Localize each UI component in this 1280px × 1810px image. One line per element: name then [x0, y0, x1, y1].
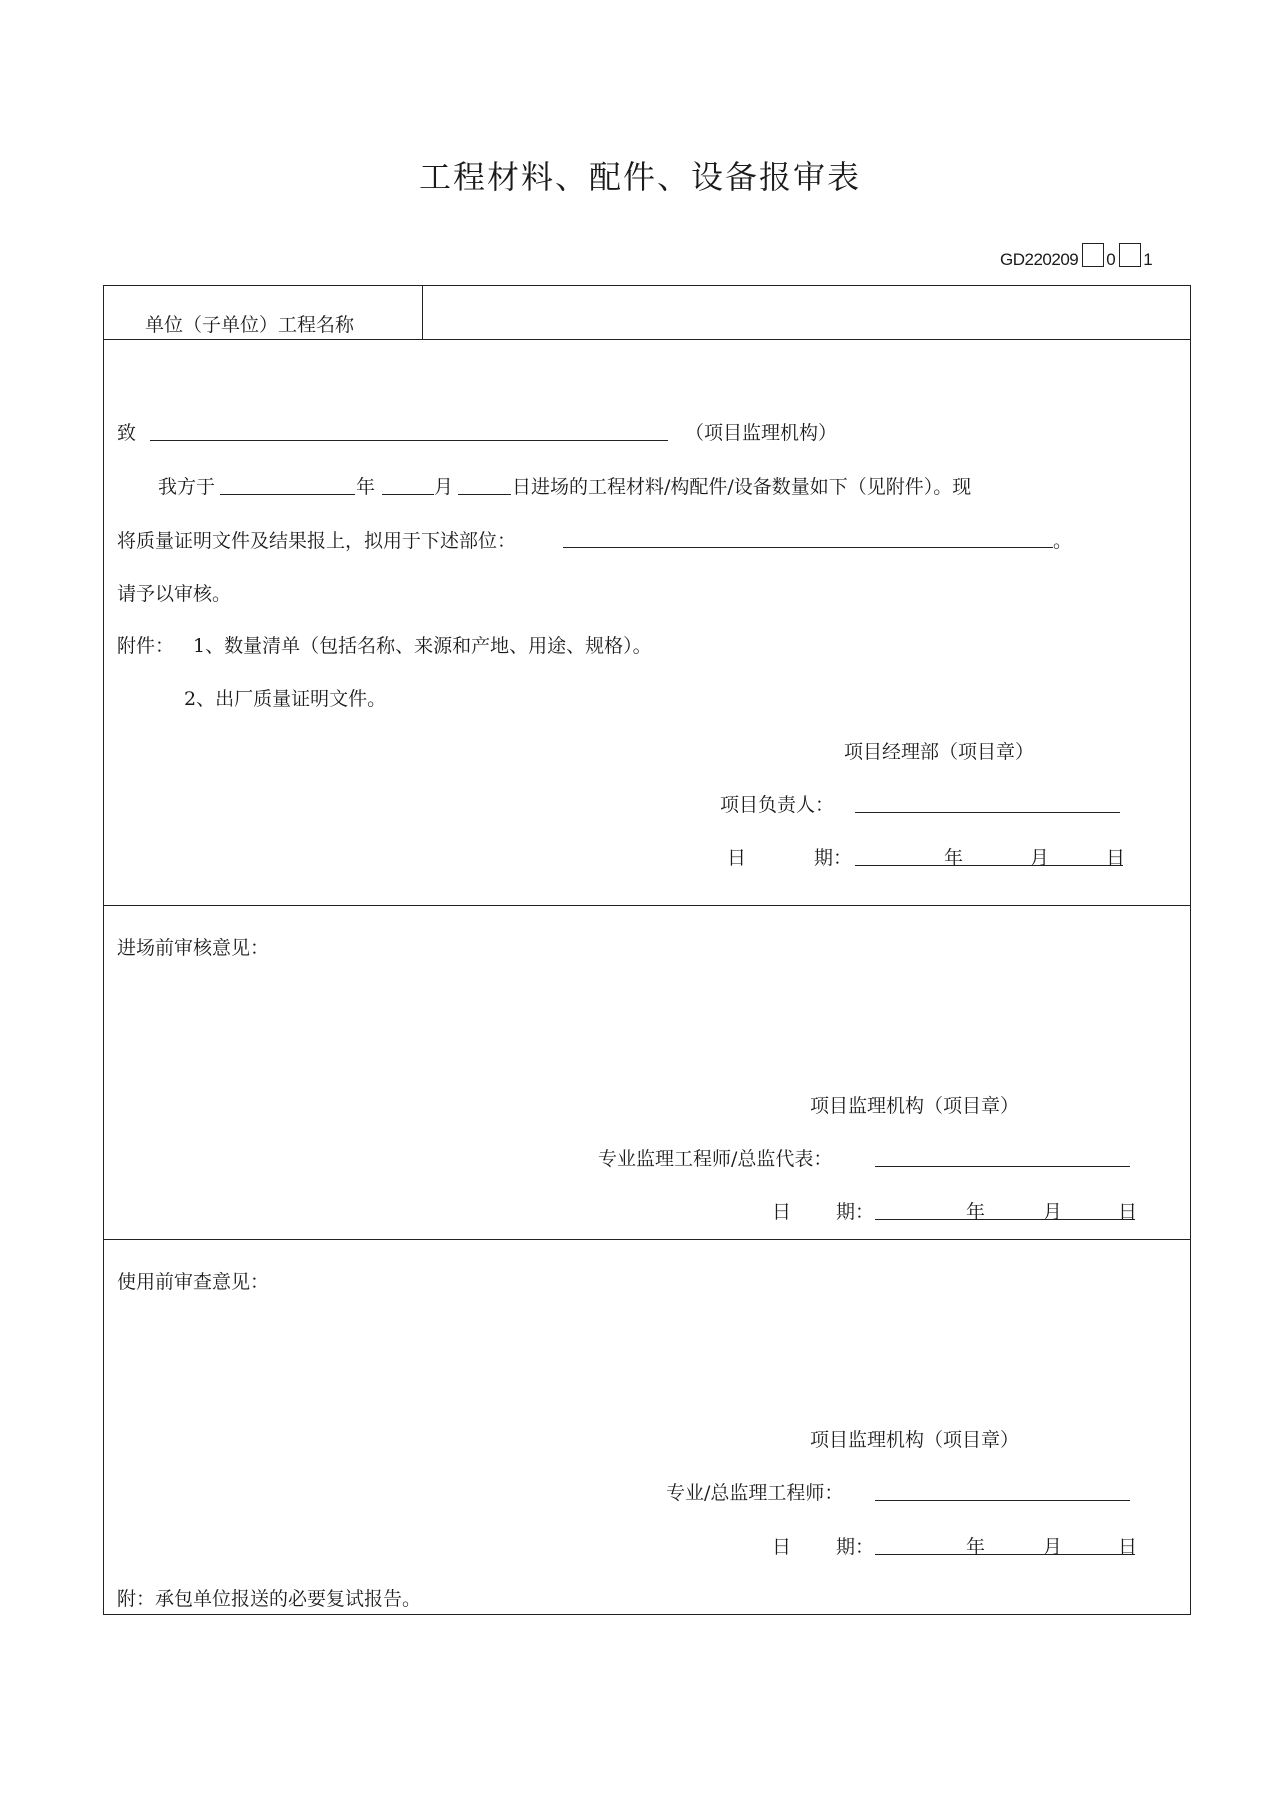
supervisor-org-field[interactable] — [150, 440, 668, 441]
form-code — [1000, 243, 1152, 270]
date-label-a-3: 日 — [772, 1536, 792, 1558]
pre-entry-review-text-area[interactable] — [117, 965, 1177, 1075]
date-label-b-2: 期： — [836, 1201, 875, 1223]
date-month-label-2: 月 — [1043, 1201, 1063, 1223]
supervisor-stamp-label-1: 项目监理机构（项目章） — [810, 1095, 1020, 1117]
date-label-a-2: 日 — [772, 1201, 792, 1223]
arrival-text-a: 我方于 — [158, 476, 216, 498]
usage-text-end: 。 — [1053, 530, 1073, 552]
arrival-text-rest: 日进场的工程材料/构配件/设备数量如下（见附件）。现 — [512, 476, 972, 498]
date-month-label: 月 — [1030, 847, 1050, 869]
contractor-stamp-label: 项目经理部（项目章） — [844, 741, 1035, 763]
form-code-digit-2: 1 — [1143, 250, 1153, 269]
pre-entry-review-heading: 进场前审核意见： — [117, 937, 270, 959]
pre-use-review-heading: 使用前审查意见： — [117, 1271, 270, 1293]
form-code-digit-1: 0 — [1106, 250, 1116, 269]
project-manager-label: 项目负责人： — [720, 794, 835, 816]
pre-use-date-field[interactable] — [875, 1554, 1135, 1555]
date-month-label-3: 月 — [1043, 1536, 1063, 1558]
date-year-label-2: 年 — [966, 1201, 986, 1223]
attachment-item-1: 1、数量清单（包括名称、来源和产地、用途、规格）。 — [193, 635, 652, 657]
date-year-label: 年 — [944, 847, 964, 869]
to-prefix: 致 — [117, 422, 137, 444]
chief-engineer-signature-field[interactable] — [875, 1500, 1130, 1501]
arrival-year-label: 年 — [356, 476, 376, 498]
row-divider — [103, 339, 1191, 340]
date-label-b: 期： — [814, 847, 853, 869]
pre-use-review-text-area[interactable] — [117, 1300, 1177, 1410]
section-divider-2 — [103, 1239, 1191, 1240]
usage-location-field[interactable] — [563, 547, 1053, 548]
arrival-month-label: 月 — [434, 476, 454, 498]
date-year-label-3: 年 — [966, 1536, 986, 1558]
chief-engineer-label: 专业/总监理工程师： — [666, 1482, 844, 1504]
date-day-label: 日 — [1106, 847, 1126, 869]
supervising-engineer-signature-field[interactable] — [875, 1166, 1130, 1167]
form-code-prefix: GD220209 — [1000, 250, 1079, 269]
footnote: 附：承包单位报送的必要复试报告。 — [117, 1588, 422, 1610]
request-review-text: 请予以审核。 — [117, 583, 232, 605]
contractor-date-field[interactable] — [855, 865, 1123, 866]
supervising-engineer-label: 专业监理工程师/总监代表： — [598, 1148, 833, 1170]
usage-text: 将质量证明文件及结果报上，拟用于下述部位： — [117, 530, 517, 552]
supervisor-stamp-label-2: 项目监理机构（项目章） — [810, 1429, 1020, 1451]
column-divider — [422, 285, 423, 340]
code-checkbox-2[interactable] — [1119, 243, 1141, 267]
section-divider-1 — [103, 905, 1191, 906]
code-checkbox-1[interactable] — [1082, 243, 1104, 267]
to-suffix: （项目监理机构） — [685, 422, 838, 444]
date-day-label-3: 日 — [1118, 1536, 1138, 1558]
page-title: 工程材料、配件、设备报审表 — [418, 158, 861, 196]
arrival-month-field[interactable] — [382, 494, 434, 495]
project-name-label: 单位（子单位）工程名称 — [145, 314, 355, 336]
arrival-day-field[interactable] — [458, 494, 511, 495]
attachment-item-2: 2、出厂质量证明文件。 — [184, 688, 387, 710]
pre-entry-date-field[interactable] — [875, 1219, 1135, 1220]
attachment-label: 附件： — [117, 635, 175, 657]
date-label-a: 日 — [727, 847, 747, 869]
date-day-label-2: 日 — [1118, 1201, 1138, 1223]
project-manager-signature-field[interactable] — [855, 812, 1120, 813]
arrival-year-field[interactable] — [220, 494, 355, 495]
date-label-b-3: 期： — [836, 1536, 875, 1558]
project-name-field[interactable] — [430, 290, 1180, 334]
